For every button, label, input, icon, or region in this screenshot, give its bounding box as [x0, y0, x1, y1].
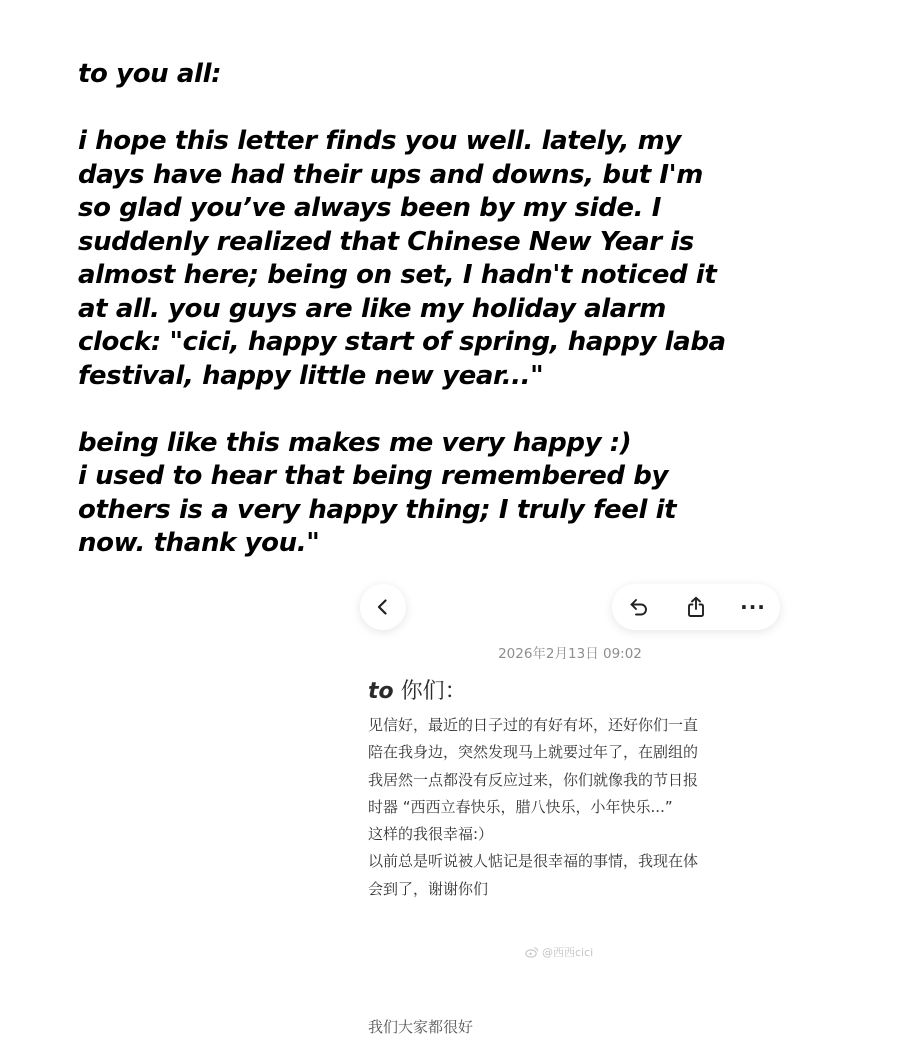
paragraph-line: suddenly realized that Chinese New Year is [78, 226, 694, 257]
paragraph-line: so glad you’ve always been by my side. I [78, 193, 662, 223]
translation-paragraph-2 [78, 427, 838, 561]
paragraph-line: i hope this letter finds you well. lately, my [78, 126, 681, 156]
more-icon: ··· [740, 595, 766, 619]
translation-text [78, 58, 838, 561]
note-body[interactable] [368, 712, 788, 903]
more-button[interactable] [730, 584, 776, 630]
paragraph-gap [78, 393, 838, 427]
note-heading [368, 674, 467, 705]
note-date: 2026年2月13日 09:02 [498, 646, 642, 662]
paragraph-line: now. thank you." [78, 528, 320, 558]
paragraph-line: at all. you guys are like my holiday alarm [78, 293, 666, 324]
note-toolbar [340, 570, 810, 642]
action-pill [612, 584, 780, 630]
note-body-line: 陪在我身边，突然发现马上就要过年了，在剧组的 [368, 743, 699, 762]
note-body-line: 我居然一点都没有反应过来，你们就像我的节日报 [368, 770, 699, 789]
translation-paragraph-1 [78, 125, 838, 393]
chevron-left-icon [373, 597, 393, 617]
paragraph-line: i used to hear that being remembered by [78, 461, 669, 491]
note-body-line: 时器 “西西立春快乐，腊八快乐，小年快乐...” [368, 797, 673, 816]
watermark-text: @西西cici [542, 946, 594, 959]
notes-app-screenshot [340, 570, 810, 1036]
note-heading-to: to [368, 679, 394, 704]
note-body-line: 以前总是听说被人惦记是很幸福的事情，我现在体 [368, 852, 699, 871]
cut-off-text [368, 1011, 508, 1036]
note-body-line: 见信好，最近的日子过的有好有坏，还好你们一直 [368, 716, 699, 734]
note-body-line: 会到了，谢谢你们 [368, 879, 489, 898]
paragraph-line: being like this makes me very happy :) [78, 427, 632, 458]
greeting-line: to you all: [78, 59, 222, 89]
paragraph-line: almost here; being on set, I hadn't noticed it [78, 260, 717, 290]
share-icon [684, 595, 708, 619]
share-button[interactable] [673, 584, 719, 630]
undo-icon [627, 595, 651, 619]
paragraph-gap [78, 92, 838, 126]
paragraph-line: days have had their ups and downs, but I'm [78, 159, 703, 190]
back-button[interactable] [360, 584, 406, 630]
paragraph-line: festival, happy little new year..." [78, 360, 544, 391]
weibo-watermark [525, 944, 593, 960]
weibo-icon [525, 946, 539, 958]
undo-button[interactable] [616, 584, 662, 630]
paragraph-line: clock: "cici, happy start of spring, happy laba [78, 327, 726, 357]
cut-off-line: 我们大家都很好 [368, 1018, 474, 1036]
note-heading-rest: 你们： [393, 679, 467, 704]
paragraph-line: others is a very happy thing; I truly feel it [78, 494, 677, 525]
note-body-line: 这样的我很幸福:） [368, 825, 494, 844]
